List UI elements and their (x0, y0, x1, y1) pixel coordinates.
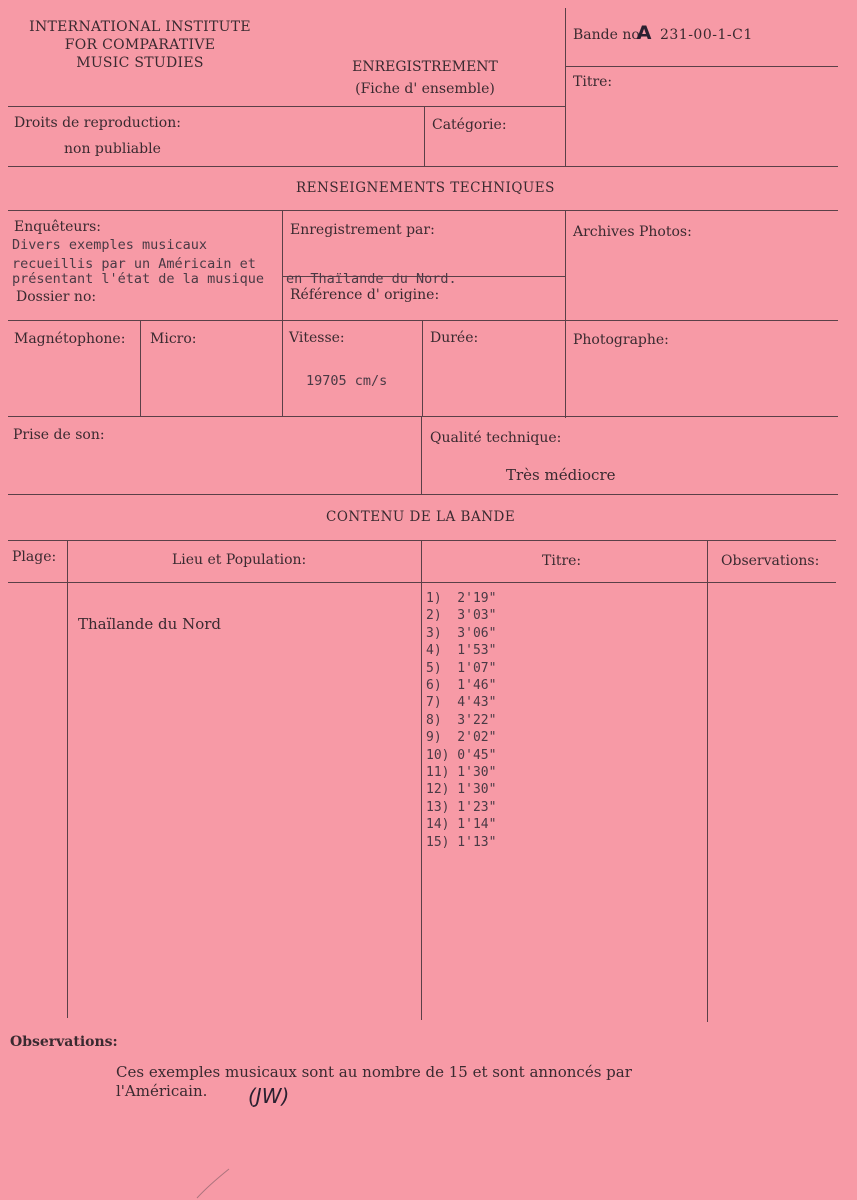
vline-droits-categorie (424, 106, 425, 166)
stray-pen-mark (195, 1165, 235, 1200)
bande-label: Bande no (573, 27, 640, 43)
hline-tech-bottom (8, 210, 838, 211)
institute-line-3: MUSIC STUDIES (76, 55, 204, 71)
section-tech-heading: RENSEIGNEMENTS TECHNIQUES (296, 180, 555, 196)
qualite-value: Très médiocre (506, 466, 616, 484)
enregistrement-par-label: Enregistrement par: (290, 222, 435, 238)
table-header-lieu: Lieu et Population: (172, 552, 307, 568)
vline-enr-archives (565, 210, 566, 418)
magnetophone-label: Magnétophone: (14, 331, 126, 347)
duration-item: 15) 1'13" (426, 834, 497, 850)
duration-item: 11) 1'30" (426, 765, 497, 781)
handwritten-initials: (JW) (248, 1084, 290, 1108)
form-title (325, 56, 525, 100)
bande-value: 231-00-1-C1 (659, 27, 753, 43)
hline-header-bottom (8, 106, 565, 107)
duration-item: 14) 1'14" (426, 817, 497, 833)
archives-photos-label: Archives Photos: (573, 224, 692, 240)
vline-vitesse-duree (422, 320, 423, 416)
lieu-value: Thaïlande du Nord (78, 615, 222, 633)
duree-label: Durée: (430, 330, 479, 346)
vline-prise-qualite (421, 416, 422, 494)
institute-line-2: FOR COMPARATIVE (64, 37, 216, 53)
vline-enq-enr (282, 210, 283, 416)
micro-label: Micro: (150, 331, 197, 347)
institute-line-1: INTERNATIONAL INSTITUTE (29, 19, 251, 35)
droits-value: non publiable (64, 141, 161, 157)
observations-line-2: l'Américain. (116, 1082, 208, 1100)
vline-table-plage (67, 540, 68, 1018)
hline-titre-top (565, 66, 838, 67)
observations-label: Observations: (10, 1034, 118, 1050)
enqueteurs-line-1: Divers exemples musicaux (12, 237, 208, 253)
table-header-titre: Titre: (542, 553, 582, 569)
qualite-label: Qualité technique: (430, 430, 562, 446)
hline-table-header-bottom (8, 582, 836, 583)
vline-magneto-micro (140, 320, 141, 416)
enqueteurs-line-2: recueillis par un Américain et (12, 256, 256, 272)
hline-dossier-bottom (8, 320, 838, 321)
hline-rights-bottom (8, 166, 838, 167)
enqueteurs-label: Enquêteurs: (14, 219, 102, 235)
dossier-label: Dossier no: (16, 289, 97, 305)
vline-header-right (565, 8, 566, 166)
vitesse-label: Vitesse: (289, 330, 345, 346)
duration-item: 9) 2'02" (426, 730, 497, 746)
duration-item: 4) 1'53" (426, 643, 497, 659)
duration-item: 3) 3'06" (426, 625, 497, 641)
duration-item: 2) 3'03" (426, 608, 497, 624)
institute-name (10, 18, 270, 72)
duration-item: 10) 0'45" (426, 747, 497, 763)
bande-number (573, 22, 753, 44)
categorie-label: Catégorie: (432, 117, 507, 133)
duration-item: 1) 2'19" (426, 591, 497, 606)
form-title-main: ENREGISTREMENT (352, 59, 498, 75)
enqueteurs-line-3: présentant l'état de la musique (12, 271, 264, 287)
duration-item: 7) 4'43" (426, 695, 497, 711)
duration-list (426, 590, 496, 851)
duration-item: 12) 1'30" (426, 782, 497, 798)
photographe-label: Photographe: (573, 332, 669, 348)
titre-label: Titre: (573, 74, 613, 90)
prise-label: Prise de son: (13, 427, 105, 443)
hline-table-top (8, 540, 836, 541)
hline-prise-bottom (8, 494, 838, 495)
form-title-sub: (Fiche d' ensemble) (355, 81, 495, 97)
duration-item: 13) 1'23" (426, 799, 497, 815)
section-contenu-heading: CONTENU DE LA BANDE (326, 509, 516, 525)
vline-table-titre (707, 540, 708, 1022)
table-header-observations: Observations: (721, 553, 820, 569)
hline-equipment-bottom (8, 416, 838, 417)
bande-hand-mark: A (636, 22, 652, 44)
table-header-plage: Plage: (12, 549, 57, 565)
duration-item: 8) 3'22" (426, 712, 497, 728)
duration-item: 5) 1'07" (426, 660, 497, 676)
enqueteurs-line-3b: en Thaïlande du Nord. (286, 271, 457, 287)
vitesse-value: 19705 cm/s (306, 373, 388, 389)
vline-table-lieu (421, 540, 422, 1020)
droits-label: Droits de reproduction: (14, 115, 181, 131)
duration-item: 6) 1'46" (426, 678, 497, 694)
reference-label: Référence d' origine: (290, 287, 440, 303)
observations-line-1: Ces exemples musicaux sont au nombre de 15 et sont annoncés par (116, 1063, 632, 1081)
